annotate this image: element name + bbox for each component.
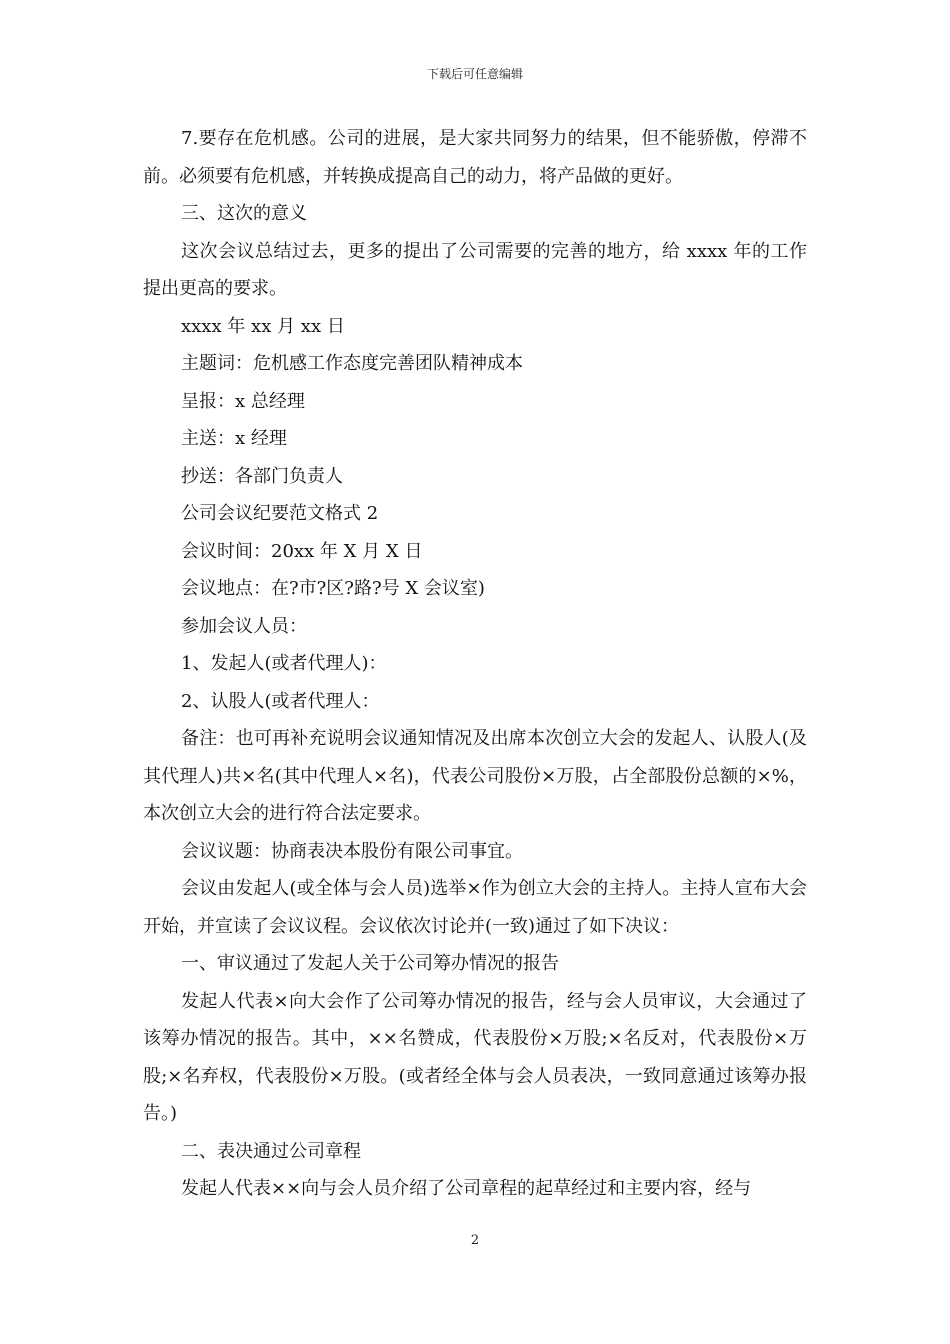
paragraph: 7.要存在危机感。公司的进展，是大家共同努力的结果，但不能骄傲，停滞不前。必须要有危机感，并转换成提高自己的动力，将产品做的更好。 (143, 128, 807, 187)
section-heading: 三、这次的意义 (181, 203, 307, 224)
section-heading: 一、审议通过了发起人关于公司筹办情况的报告 (181, 953, 559, 974)
document-body (143, 120, 807, 1208)
document-title: 公司会议纪要范文格式 2 (181, 503, 379, 524)
page-header: 下载后可任意编辑 (426, 67, 523, 81)
paragraph: 会议由发起人(或全体与会人员)选举×作为创立大会的主持人。主持人宣布大会开始，并宣读了会议议程。会议依次讨论并(一致)通过了如下决议： (143, 878, 807, 937)
paragraph: 发起人代表×向大会作了公司筹办情况的报告，经与会人员审议，大会通过了该筹办情况的报告。其中，××名赞成，代表股份×万股;×名反对，代表股份×万股;×名弃权，代表股份×万股。(或者经全体与会人员表决，一致同意通过该筹办报告。) (143, 990, 807, 1124)
paragraph: 这次会议总结过去，更多的提出了公司需要的完善的地方，给 xxxx 年的工作提出更高的要求。 (143, 240, 807, 299)
meeting-time: 会议时间：20xx 年 X 月 X 日 (181, 540, 423, 562)
attendees-heading: 参加会议人员： (181, 615, 307, 637)
attendee-item: 2、认股人(或者代理人： (181, 690, 380, 712)
remark-paragraph: 备注：也可再补充说明会议通知情况及出席本次创立大会的发起人、认股人(及其代理人)共×名(其中代理人×名)，代表公司股份×万股，占全部股份总额的×%，本次创立大会的进行符合法定要求。 (143, 728, 807, 824)
report-to-line: 呈报：x 总经理 (181, 390, 305, 412)
meeting-location: 会议地点：在?市?区?路?号 X 会议室) (181, 578, 485, 599)
meeting-topic: 会议议题：协商表决本股份有限公司事宜。 (181, 840, 523, 862)
date-line: xxxx 年 xx 月 xx 日 (181, 315, 345, 337)
page-number: 2 (470, 1233, 480, 1248)
attendee-item: 1、发起人(或者代理人)： (181, 653, 387, 674)
section-heading: 二、表决通过公司章程 (181, 1140, 361, 1162)
cc-line: 抄送：各部门负责人 (181, 465, 343, 487)
send-to-line: 主送：x 经理 (181, 428, 287, 449)
subject-line: 主题词：危机感工作态度完善团队精神成本 (181, 353, 523, 374)
paragraph: 发起人代表××向与会人员介绍了公司章程的起草经过和主要内容，经与 (181, 1178, 752, 1199)
